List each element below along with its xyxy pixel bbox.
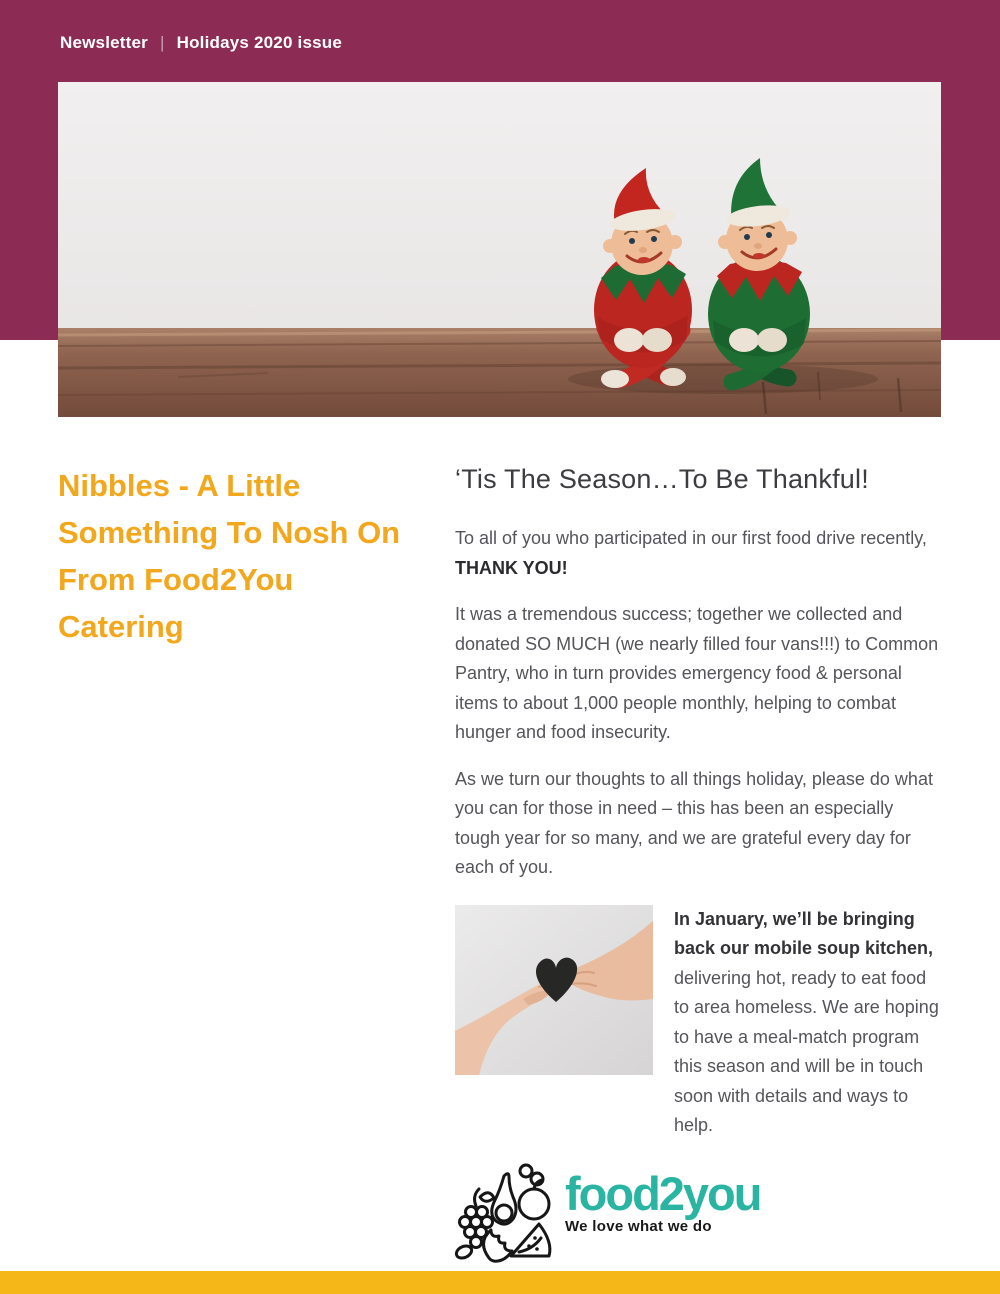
paragraph-holiday-thoughts: As we turn our thoughts to all things holiday, please do what you can for those in need – this has been an especially tough year for so many, and we are grateful every day for each of you. [455,768,933,877]
article [455,462,942,1141]
logo-tagline: We love what we do [565,1218,712,1235]
fruit-cluster-art [449,1156,559,1266]
masthead-separator: | [159,33,165,52]
footer-band [0,1271,1000,1294]
elves-illustration [58,82,941,417]
masthead [60,33,342,53]
soup-kitchen-section [455,905,942,1141]
thank-you-bold-text: THANK YOU! [455,557,568,578]
christmas-elves-photo [58,82,941,417]
logo-text-block [565,1156,760,1235]
hands-heart-illustration [455,905,653,1075]
masthead-label: Newsletter [60,33,148,52]
logo-wordmark: food2you [565,1167,761,1220]
soup-kitchen-text: delivering hot, ready to eat food to area homeless. We are hoping to have a meal-match program this season and will be in touch soon with details and ways to help. [674,967,939,1135]
paragraph-soup-kitchen [674,905,942,1141]
paragraph-thank-you-text: To all of you who participated in our first food drive recently, [455,528,927,548]
article-title: ‘Tis The Season…To Be Thankful! [455,464,869,494]
paragraph-food-drive-success: It was a tremendous success; together we collected and donated SO MUCH (we nearly filled four vans!!!) to Common Pantry, who in turn provides emergency food & personal items to about 1,000 people monthly, helping to combat hunger and food insecurity. [455,604,939,742]
fruit-cluster-icon [449,1156,559,1266]
masthead-issue: Holidays 2020 issue [176,33,343,52]
newsletter-title: Nibbles - A Little Something To Nosh On From Food2You Catering [58,468,401,644]
food2you-logo [449,1156,760,1266]
hands-holding-heart-photo [455,905,653,1075]
paragraph-thank-you [455,524,942,583]
soup-kitchen-bold-text: In January, we’ll be bringing back our mobile soup kitchen, [674,908,934,958]
